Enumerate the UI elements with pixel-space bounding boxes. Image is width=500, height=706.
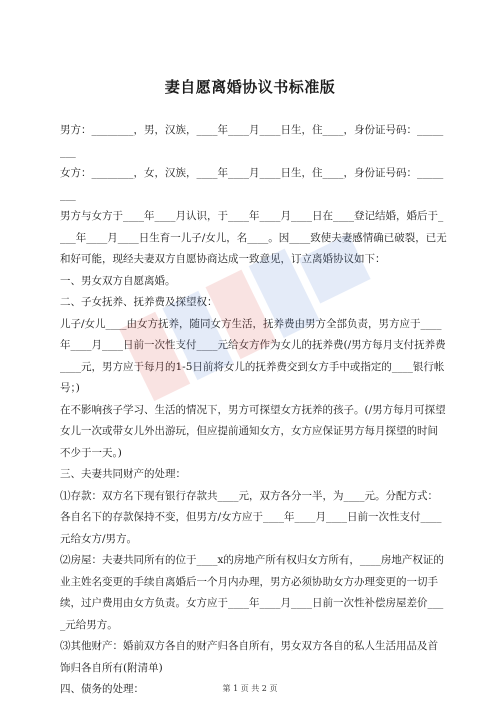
section-heading-child: 二、子女抚养、抚养费及探望权： (60, 296, 218, 308)
party-female-line: 女方：________，女，汉族，____年____月____日生，住____，身份证号码：________ (60, 167, 444, 201)
deposit-paragraph: ⑴存款：双方名下现有银行存款共____元，双方各分一半，为____元。分配方式：各自名下的存款保持不变，但男方/女方应于____年____月____日前一次性支付____元给女方/男方。 (60, 489, 442, 545)
other-property-paragraph: ⑶其他财产：婚前双方各自的财产归各自所有，男女双方各自的私人生活用品及首饰归各自所有(附清单) (60, 640, 438, 674)
visitation-paragraph: 在不影响孩子学习、生活的情况下，男方可探望女方抚养的孩子。(/男方每月可探望女儿一次或带女儿外出游玩，但应提前通知女方，女方应保证男方每月探望的时间不少于一天。) (60, 403, 446, 459)
section-heading-debt: 四、债务的处理： (60, 683, 144, 695)
document-body (60, 120, 448, 701)
child-custody-paragraph: 儿子/女儿____由女方抚养，随同女方生活，抚养费由男方全部负责，男方应于____年____月____日前一次性支付____元给女方作为女儿的抚养费(/男方每月支付抚养费____元，男方应于每月的1-5日前将女儿的抚养费交到女方手中或指定的____银行帐号；) (60, 317, 446, 394)
section-heading-divorce: 一、男女双方自愿离婚。 (60, 274, 176, 287)
page-footer: 第 1 页 共 2 页 (222, 684, 278, 693)
marriage-background-paragraph: 男方与女方于____年____月认识，于____年____月____日在____登记结婚，婚后于____年____月____日生育一儿子/女儿，名____。因____致使夫妻感情确已破裂，已无和好可能，现经夫妻双方自愿协商达成一致意见，订立离婚协议如下： (60, 210, 447, 265)
section-heading-property: 三、夫妻共同财产的处理： (60, 468, 186, 480)
party-male-line: 男方：________，男，汉族，____年____月____日生，住____，身份证号码：________ (60, 124, 444, 158)
house-paragraph: ⑵房屋：夫妻共同所有的位于____x的房地产所有权归女方所有，____房地产权证的业主姓名变更的手续自离婚后一个月内办理，男方必须协助女方办理变更的一切手续，过户费用由女方负责。女方应于____年____月____日前一次性补偿房屋差价____元给男方。 (60, 554, 444, 631)
document-title: 妻自愿离婚协议书标准版 (164, 78, 336, 96)
